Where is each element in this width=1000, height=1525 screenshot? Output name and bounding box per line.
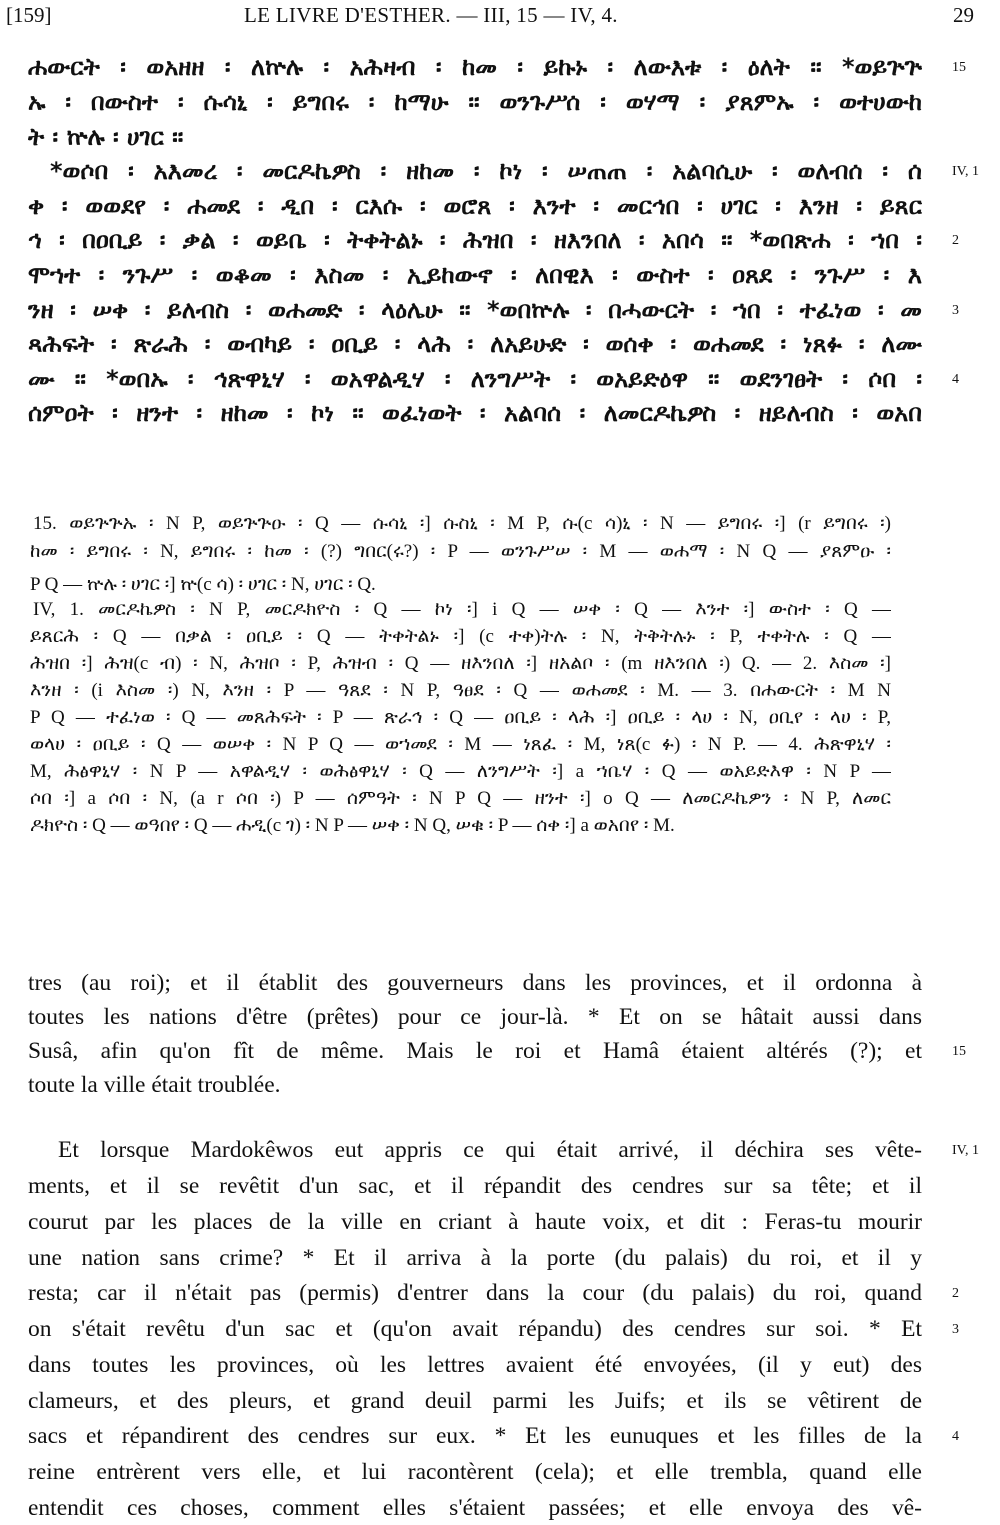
ethiopic-line: ሰምዐት ፡ ዘንተ ፡ ዘከመ ፡ ኮነ ። ወፈነወት ፡ አልባሰ ፡ ለመርዶኬዎስ ፡ ዘይለብስ ፡ ወአበ [28,399,922,427]
apparatus-line: ይጸርሕ ፡ Q — በቃል ፡ ዐቢይ ፡ Q — ትቀትልኑ ፡] (c ተቀ)ትሉ ፡ N, ትቅትሉኑ ፡ P, ተቀትሉ ፡ Q — [30,626,891,647]
verse-margin-number: IV, 1 [952,1143,979,1158]
apparatus-line: እንዘ ፡ (i እስመ ፡) N, እንዘ ፡ P — ዓጸደ ፡ N P, ዓፀደ ፡ Q — ወሐመደ ፡ M. — 3. በሐውርት ፡ M N [30,680,891,701]
verse-margin-number: 4 [952,1429,959,1444]
verse-margin-number: IV, 1 [952,164,979,179]
apparatus-line: P Q — ተፈነወ ፡ Q — መጸሕፍት ፡ P — ጽራኅ ፡ Q — ዐቢይ ፡ ላሕ ፡] ዐቢይ ፡ ላሀ ፡ N, ዐቢየ ፡ ላሀ ፡ P, [30,707,891,728]
translation-line: on s'était revêtu d'un sac et (qu'on avait répandu) des cendres sur soi. * Et [28,1316,922,1342]
translation-line: tres (au roi); et il établit des gouverneurs dans les provinces, et il ordonna à [28,970,922,996]
translation-line: sacs et répandirent des cendres sur eux. * Et les eunuques et les filles de la [28,1423,922,1449]
verse-margin-number: 15 [952,1044,966,1059]
page-reference: [159] [6,3,52,27]
translation-line: ments, et il se revêtit d'un sac, et il répandit des cendres sur sa tête; et il [28,1173,922,1199]
translation-line: toute la ville était troublée. [28,1072,281,1098]
ethiopic-line: ኅ ፡ በዐቢይ ፡ ቃል ፡ ወይቤ ፡ ትቀትልኑ ፡ ሕዝበ ፡ ዘእንበለ ፡ አበሳ ። *ወበጽሐ ፡ ኀበ ፡ [28,226,922,254]
apparatus-line: IV, 1. መርዶኬዎስ ፡ N P, መርዶክዮስ ፡ Q — ኮነ ፡] i Q — ሠቀ ፡ Q — እንተ ፡] ውስተ ፡ Q — [33,599,891,620]
translation-line: dans toutes les provinces, où les lettres avaient été envoyées, (il y eut) des [28,1352,922,1378]
verse-margin-number: 2 [952,1286,959,1301]
translation-line: entendit ces choses, comment elles s'étaient passées; et elle envoya des vê- [28,1495,922,1521]
apparatus-line: ከመ ፡ ይግበሩ ፡ N, ይግበሩ ፡ ከመ ፡ (?) ግበር(ሩ?) ፡ P — ወንጉሥሠ ፡ M — ወሐማ ፡ N Q — ያጸምዑ ፡ [30,541,891,562]
translation-line: Et lorsque Mardokêwos eut appris ce qui était arrivé, il déchira ses vête- [58,1137,922,1163]
translation-line: courut par les places de la ville en criant à haute voix, et dit : Feras-tu mourir [28,1209,922,1235]
apparatus-line: ሶበ ፡] a ሶበ ፡ N, (a r ሶበ ፡) P — ሰምዓት ፡ N P Q — ዘንተ ፡] o Q — ለመርዶኬዎን ፡ N P, ለመር [30,788,891,809]
apparatus-line: P Q — ኵሉ ፡ ሀገር ፡] ኵ(c ሳ) ፡ ሀገር ፡ N, ሀገር ፡ Q. [30,574,376,595]
apparatus-line: ሕዝበ ፡] ሕዝ(c ብ) ፡ N, ሕዝቦ ፡ P, ሕዝብ ፡ Q — ዘእንበለ ፡] ዘአልቦ ፡ (m ዘእንበለ ፡) Q. — 2. እስመ ፡] [30,653,891,674]
apparatus-line: ዶክዮስ ፡ Q — ወዓበየ ፡ Q — ሐዲ(c ገ) ፡ N P — ሠቀ ፡ N Q, ሠቁ ፡ P — ሰቀ ፡] a ወአበየ ፡ M. [30,815,675,836]
translation-line: reine entrèrent vers elle, et lui racontèrent (cela); et elle trembla, quand elle [28,1459,922,1485]
ethiopic-line: ኡ ፡ በውስተ ፡ ሱሳኒ ፡ ይግበሩ ፡ ከማሁ ። ወንጉሥሰ ፡ ወሃማ ፡ ያጸምኡ ፡ ወተሀውከ [28,88,922,116]
translation-line: resta; car il n'était pas (permis) d'entrer dans la cour (du palais) du roi, quand [28,1280,922,1306]
verse-margin-number: 3 [952,303,959,318]
ethiopic-line: ሐውርት ፡ ወአዘዘ ፡ ለኵሉ ፡ አሕዛብ ፡ ከመ ፡ ይኩኑ ፡ ለውእቱ ፡ ዕለት ። *ወይጕጕ [28,53,922,81]
translation-line: une nation sans crime? * Et il arriva à la porte (du palais) du roi, et il y [28,1245,922,1271]
ethiopic-line: ሞኀተ ፡ ንጉሥ ፡ ወቆመ ፡ እስመ ፡ ኢይከውኖ ፡ ለበዊእ ፡ ውስተ ፡ ዐጸደ ፡ ንጉሥ ፡ እ [28,261,922,289]
verse-margin-number: 15 [952,60,966,75]
page-number: 29 [953,3,974,27]
apparatus-line: 15. ወይጕጕኡ ፡ N P, ወይጕጕዑ ፡ Q — ሱሳኒ ፡] ሱስኒ ፡ M P, ሱ(c ሳ)ኒ ፡ N — ይግበሩ ፡] (r ይግበሩ ፡) [33,513,891,534]
translation-line: Susâ, afin qu'on fît de même. Mais le roi et Hamâ étaient altérés (?); et [28,1038,922,1064]
apparatus-line: ወላሀ ፡ ዐቢይ ፡ Q — ወሠቀ ፡ N P Q — ወኀመደ ፡ M — ነጸፈ ፡ M, ነጸ(c ፉ) ፡ N P. — 4. ሕጽዋኒሃ ፡ [30,734,891,755]
translation-line: toutes les nations d'être (prêtes) pour ce jour-là. * Et on se hâtait aussi dans [28,1004,922,1030]
ethiopic-line: ቀ ፡ ወወደየ ፡ ሐመደ ፡ ዲበ ፡ ርእሱ ፡ ወሮጸ ፡ እንተ ፡ መርኅበ ፡ ሀገር ፡ እንዘ ፡ ይጸር [28,192,922,220]
verse-margin-number: 3 [952,1322,959,1337]
ethiopic-line: ጻሕፍት ፡ ጽራሕ ፡ ወብካይ ፡ ዐቢይ ፡ ላሕ ፡ ለአይሁድ ፡ ወሰቀ ፡ ወሐመደ ፡ ነጸፉ ፡ ለሙ [28,330,922,358]
verse-margin-number: 2 [952,233,959,248]
ethiopic-line: ንዘ ፡ ሠቀ ፡ ይለብስ ፡ ወሐመድ ፡ ላዕሌሁ ። *ወበኵሉ ፡ በሓውርት ፡ ኀበ ፡ ተፈነወ ፡ መ [28,296,922,324]
ethiopic-line: ት ፡ ኵሉ ፡ ሀገር ። [28,123,184,151]
apparatus-line: M, ሕፅዋኒሃ ፡ N P — አዋልዲሃ ፡ ወሕፅዋኒሃ ፡ Q — ለንግሥት ፡] a ኀቤሃ ፡ Q — ወአይድእዋ ፡ N P — [30,761,891,782]
translation-line: clameurs, et des pleurs, et grand deuil parmi les Juifs; et ils se vêtirent de [28,1388,922,1414]
ethiopic-line: ሙ ። *ወበኡ ፡ ኅጽዋኒሃ ፡ ወአዋልዲሃ ፡ ለንግሥት ፡ ወአይድዕዋ ። ወደንገፀት ፡ ሶበ ፡ [28,365,922,393]
verse-margin-number: 4 [952,372,959,387]
ethiopic-line: *ወሶበ ፡ አእመረ ፡ መርዶኬዎስ ፡ ዘከመ ፡ ኮነ ፡ ሠጠጠ ፡ አልባሲሁ ፡ ወለብሰ ፡ ሰ [50,157,922,185]
running-title: LE LIVRE D'ESTHER. — III, 15 — IV, 4. [244,3,618,27]
